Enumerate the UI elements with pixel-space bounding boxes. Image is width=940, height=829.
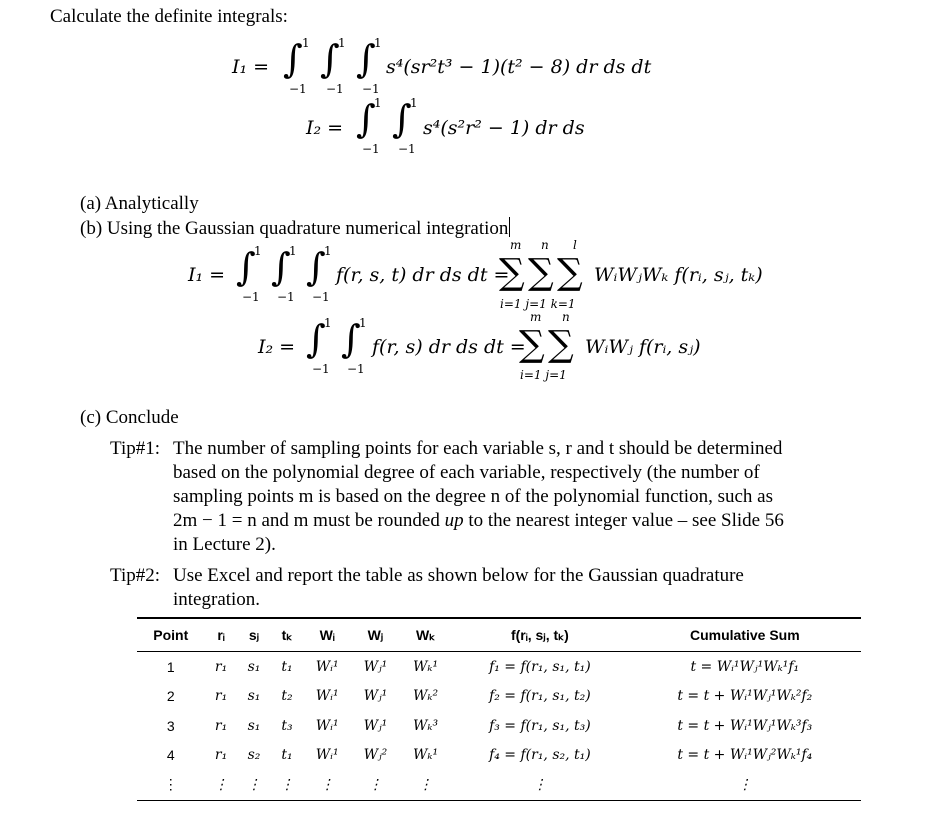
table-cell: Wᵢ¹ xyxy=(315,658,339,675)
table-cell: Wⱼ¹ xyxy=(363,717,388,734)
lower-limit: −1 xyxy=(362,142,380,156)
summation-icon: ∑ xyxy=(528,252,554,293)
upper-limit: 1 xyxy=(359,316,367,330)
table-cell: Wₖ¹ xyxy=(412,747,439,764)
emphasis-up: up xyxy=(444,510,464,531)
table-cell: ⋮ xyxy=(137,770,205,800)
sum-upper-n: n xyxy=(541,238,549,252)
table-cell: t = Wᵢ¹Wⱼ¹Wₖ¹f₁ xyxy=(690,658,800,675)
i1-label: I₁ = xyxy=(232,56,270,78)
gauss-i1-label: I₁ = xyxy=(188,264,226,286)
tip2-line: integration. xyxy=(173,589,261,610)
tip2-body xyxy=(173,564,744,612)
sum-upper-l: l xyxy=(573,238,577,252)
table-row xyxy=(137,682,861,712)
tip1-line: based on the polynomial degree of each variable, respectively (the number of xyxy=(173,462,760,483)
sum-upper-m: m xyxy=(510,238,522,252)
tip1-line: in Lecture 2). xyxy=(173,534,276,555)
instruction-text: Calculate the definite integrals: xyxy=(50,6,288,27)
table-cell: Wⱼ¹ xyxy=(363,658,388,675)
lower-limit: −1 xyxy=(312,290,330,304)
lower-limit: −1 xyxy=(326,82,344,96)
summation-icon: ∑ xyxy=(557,252,583,293)
upper-limit: 1 xyxy=(374,96,382,110)
table-cell: Wₖ¹ xyxy=(412,658,439,675)
table-cell: t = t + Wᵢ¹Wⱼ¹Wₖ²f₂ xyxy=(677,688,813,705)
lower-limit: −1 xyxy=(312,362,330,376)
header-f: f(rᵢ, sⱼ, tₖ) xyxy=(451,618,628,652)
integral-sign-icon: ∫ xyxy=(320,37,340,81)
table-cell: 4 xyxy=(166,747,175,764)
table-cell: f₂ = f(r₁, s₁, t₂) xyxy=(489,688,591,705)
lower-limit: −1 xyxy=(242,290,260,304)
table-cell: 3 xyxy=(166,717,175,734)
tip2-label: Tip#2: xyxy=(110,565,160,586)
table-cell: ⋮ xyxy=(238,770,271,800)
table-cell: Wⱼ¹ xyxy=(363,688,388,705)
tip1-line: 2m − 1 = n and m must be rounded up to the nearest integer value – see Slide 56 xyxy=(173,510,784,531)
upper-limit: 1 xyxy=(324,316,332,330)
sum-upper-n: n xyxy=(562,310,570,324)
upper-limit: 1 xyxy=(302,36,310,50)
i1-integrand: s⁴(sr²t³ − 1)(t² − 8) dr ds dt xyxy=(386,56,652,78)
gauss-i2-label: I₂ = xyxy=(258,336,296,358)
integral-sign-icon: ∫ xyxy=(236,245,256,289)
tip1-label: Tip#1: xyxy=(110,438,160,459)
table-cell: 1 xyxy=(166,658,175,675)
table-cell: t₂ xyxy=(281,688,293,705)
gauss-i1-integrand: f(r, s, t) dr ds dt = xyxy=(336,264,510,286)
table-cell: ⋮ xyxy=(270,770,303,800)
header-point: Point xyxy=(137,618,205,652)
lower-limit: −1 xyxy=(362,82,380,96)
table-row xyxy=(137,770,861,800)
table-cell: Wᵢ¹ xyxy=(315,717,339,734)
lower-limit: −1 xyxy=(398,142,416,156)
table-cell: t = t + Wᵢ¹Wⱼ²Wₖ¹f₄ xyxy=(677,747,813,764)
tip1-line: sampling points m is based on the degree n of the polynomial function, such as xyxy=(173,486,773,507)
lower-limit: −1 xyxy=(347,362,365,376)
table-cell: Wᵢ¹ xyxy=(315,747,339,764)
header-wk: Wₖ xyxy=(400,618,451,652)
table-cell: f₃ = f(r₁, s₁, t₃) xyxy=(489,717,591,734)
integral-sign-icon: ∫ xyxy=(356,37,376,81)
table-cell: t₁ xyxy=(281,747,293,764)
part-a-text: (a) Analytically xyxy=(80,193,199,214)
upper-limit: 1 xyxy=(289,244,297,258)
header-wj: Wⱼ xyxy=(351,618,400,652)
table-cell: t₃ xyxy=(281,717,293,734)
table-cell: ⋮ xyxy=(303,770,351,800)
table-cell: ⋮ xyxy=(629,770,861,800)
header-t: tₖ xyxy=(270,618,303,652)
integral-sign-icon: ∫ xyxy=(271,245,291,289)
summation-icon: ∑ xyxy=(499,252,525,293)
tip2-line: Use Excel and report the table as shown below for the Gaussian quadrature xyxy=(173,565,744,586)
table-cell: t = t + Wᵢ¹Wⱼ¹Wₖ³f₃ xyxy=(677,717,813,734)
text-cursor xyxy=(509,217,510,237)
table-cell: s₁ xyxy=(247,658,261,675)
table-cell: r₁ xyxy=(214,717,228,734)
table-cell: ⋮ xyxy=(205,770,238,800)
table-cell: ⋮ xyxy=(400,770,451,800)
part-b-text: (b) Using the Gaussian quadrature numerical integration xyxy=(80,218,509,239)
integral-sign-icon: ∫ xyxy=(392,97,412,141)
sum-lower-indices: i=1 j=1 xyxy=(520,368,567,382)
table-cell: s₂ xyxy=(247,747,261,764)
table-cell: s₁ xyxy=(247,688,261,705)
gauss-i2-integrand: f(r, s) dr ds dt = xyxy=(372,336,526,358)
summation-icon: ∑ xyxy=(519,324,545,365)
table-cell: Wᵢ¹ xyxy=(315,688,339,705)
i2-label: I₂ = xyxy=(306,117,344,139)
tip1-line: The number of sampling points for each variable s, r and t should be determined xyxy=(173,438,783,459)
upper-limit: 1 xyxy=(374,36,382,50)
gauss-i1-sum-term: WᵢWⱼWₖ f(rᵢ, sⱼ, tₖ) xyxy=(594,264,763,286)
table-cell: r₁ xyxy=(214,658,228,675)
header-cumulative-sum: Cumulative Sum xyxy=(629,618,861,652)
header-wi: Wᵢ xyxy=(303,618,351,652)
table-cell: t₁ xyxy=(281,658,293,675)
gauss-i2-sum-term: WᵢWⱼ f(rᵢ, sⱼ) xyxy=(585,336,701,358)
table-cell: ⋮ xyxy=(451,770,628,800)
tip1-body xyxy=(173,437,784,557)
sum-lower-indices: i=1 j=1 k=1 xyxy=(500,297,576,311)
table-cell: r₁ xyxy=(214,747,228,764)
upper-limit: 1 xyxy=(410,96,418,110)
lower-limit: −1 xyxy=(289,82,307,96)
upper-limit: 1 xyxy=(338,36,346,50)
table-header-row xyxy=(137,618,861,652)
integral-sign-icon: ∫ xyxy=(306,245,326,289)
table-cell: f₁ = f(r₁, s₁, t₁) xyxy=(489,658,591,675)
sum-upper-m: m xyxy=(530,310,542,324)
i2-integrand: s⁴(s²r² − 1) dr ds xyxy=(423,117,585,139)
table-cell: f₄ = f(r₁, s₂, t₁) xyxy=(489,747,591,764)
table-cell: 2 xyxy=(166,688,175,705)
lower-limit: −1 xyxy=(277,290,295,304)
table-cell: Wₖ³ xyxy=(412,717,439,734)
table-cell: ⋮ xyxy=(351,770,400,800)
table-cell: Wⱼ² xyxy=(363,747,388,764)
gaussian-quadrature-table xyxy=(137,617,861,801)
header-s: sⱼ xyxy=(238,618,271,652)
summation-icon: ∑ xyxy=(548,324,574,365)
integral-sign-icon: ∫ xyxy=(306,317,326,361)
upper-limit: 1 xyxy=(254,244,262,258)
table-cell: Wₖ² xyxy=(412,688,439,705)
upper-limit: 1 xyxy=(324,244,332,258)
table-row xyxy=(137,652,861,682)
integral-sign-icon: ∫ xyxy=(341,317,361,361)
part-b-line xyxy=(80,217,510,240)
table-cell: r₁ xyxy=(214,688,228,705)
table-cell: s₁ xyxy=(247,717,261,734)
table-row xyxy=(137,711,861,741)
header-r: rᵢ xyxy=(205,618,238,652)
integral-sign-icon: ∫ xyxy=(283,37,303,81)
part-c-text: (c) Conclude xyxy=(80,407,179,428)
integral-sign-icon: ∫ xyxy=(356,97,376,141)
table-row xyxy=(137,741,861,771)
